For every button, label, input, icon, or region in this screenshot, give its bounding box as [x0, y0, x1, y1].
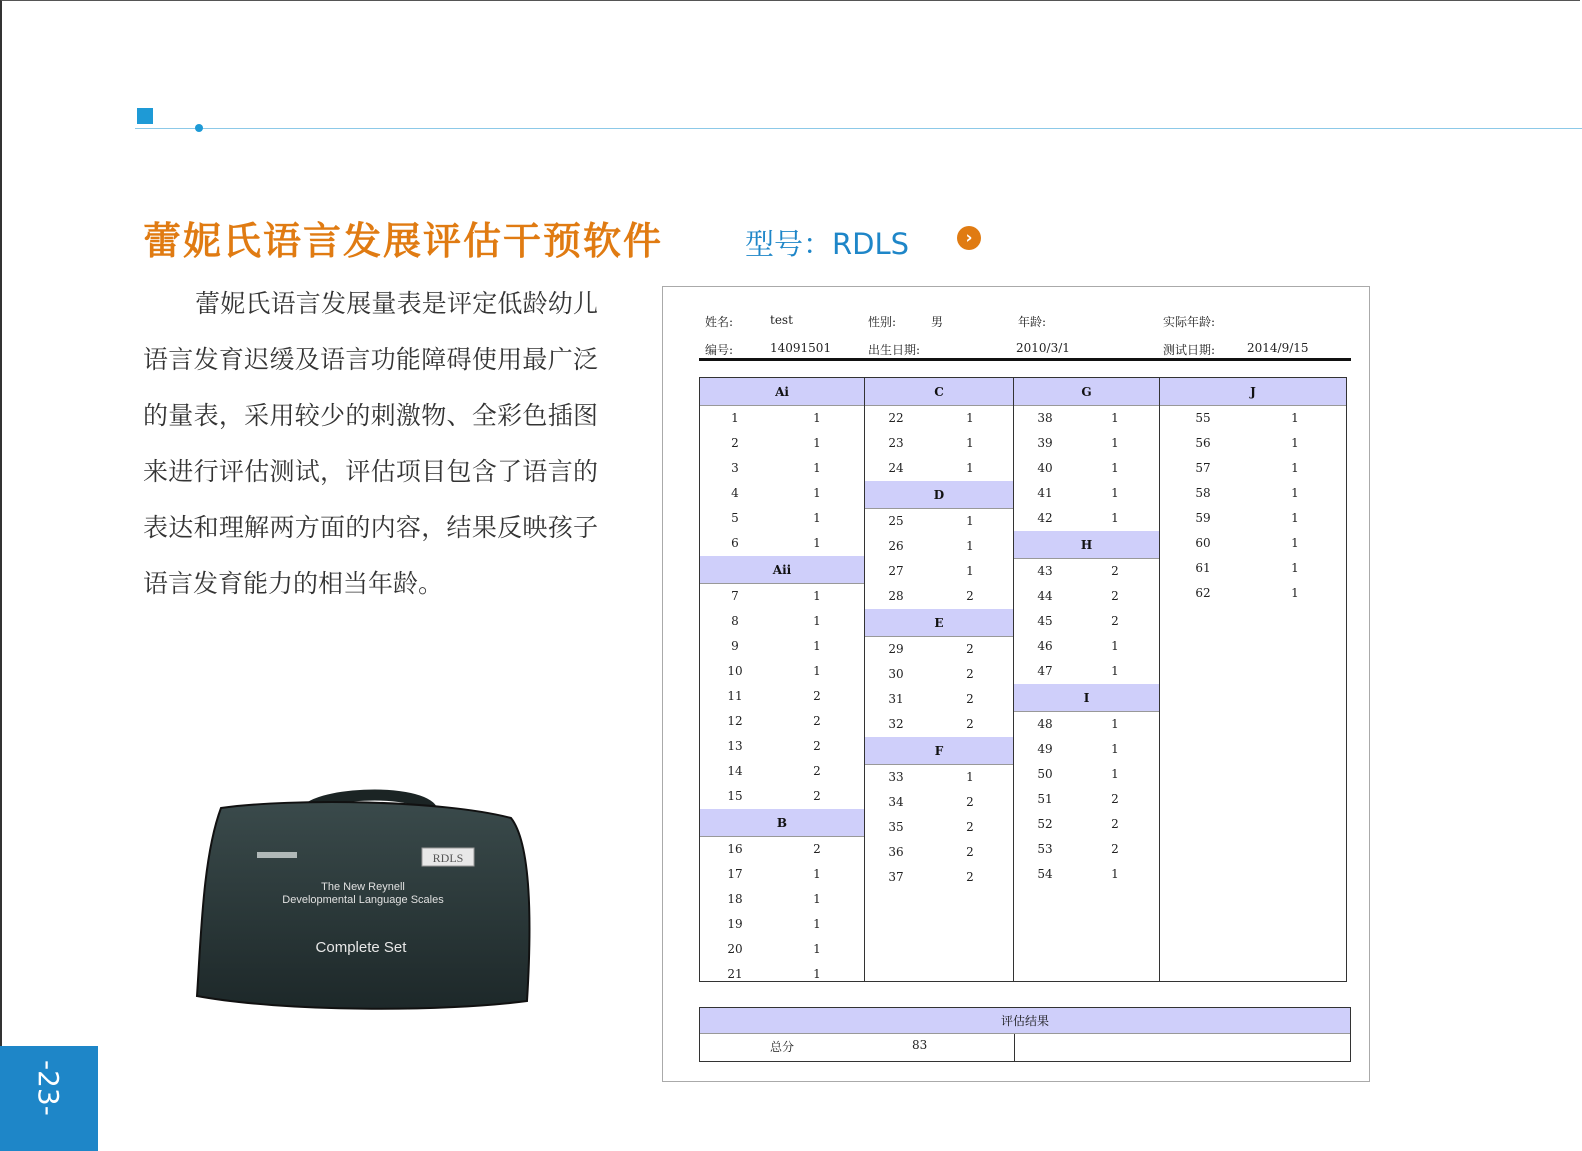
- total-value: 83: [912, 1038, 928, 1052]
- header-rule: [699, 358, 1351, 361]
- item-number: 18: [727, 892, 743, 906]
- item-number: 59: [1195, 511, 1211, 525]
- item-number: 46: [1037, 639, 1053, 653]
- item-score: 2: [1111, 817, 1119, 831]
- arrow-right-icon[interactable]: ›: [957, 226, 981, 250]
- item-number: 34: [888, 795, 904, 809]
- item-score: 2: [1111, 564, 1119, 578]
- product-title: 蕾妮氏语言发展评估干预软件: [143, 219, 664, 263]
- result-divider: [1014, 1034, 1015, 1061]
- item-score: 1: [813, 917, 821, 931]
- item-score: 1: [966, 514, 974, 528]
- item-score: 1: [1291, 561, 1299, 575]
- item-number: 13: [727, 739, 743, 753]
- section-header: C: [865, 378, 1013, 406]
- decor-dot: [195, 124, 203, 132]
- page-number: -23-: [32, 1060, 65, 1116]
- item-score: 1: [966, 564, 974, 578]
- item-number: 38: [1037, 411, 1053, 425]
- item-score: 2: [1111, 792, 1119, 806]
- score-grid: [699, 377, 1347, 982]
- item-score: 1: [813, 486, 821, 500]
- item-score: 1: [1291, 486, 1299, 500]
- section-header: E: [865, 609, 1013, 637]
- item-number: 43: [1037, 564, 1053, 578]
- item-number: 2: [731, 436, 739, 450]
- item-number: 58: [1195, 486, 1211, 500]
- item-number: 32: [888, 717, 904, 731]
- item-number: 56: [1195, 436, 1211, 450]
- item-number: 33: [888, 770, 904, 784]
- item-score: 1: [1111, 867, 1119, 881]
- product-description: 蕾妮氏语言发展量表是评定低龄幼儿语言发育迟缓及语言功能障碍使用最广泛的量表，采用较少的刺激物、全彩色插图来进行评估测试，评估项目包含了语言的表达和理解两方面的内容，结果反映孩子语言发育能力的相当年龄。: [143, 289, 598, 598]
- item-score: 2: [966, 692, 974, 706]
- item-score: 1: [966, 411, 974, 425]
- item-score: 2: [966, 589, 974, 603]
- item-score: 1: [813, 892, 821, 906]
- item-number: 11: [727, 689, 743, 703]
- name-label: 姓名:: [705, 315, 734, 329]
- item-number: 10: [727, 664, 743, 678]
- item-number: 57: [1195, 461, 1211, 475]
- total-label: 总分: [770, 1040, 795, 1054]
- item-number: 15: [727, 789, 743, 803]
- item-number: 25: [888, 514, 904, 528]
- item-score: 1: [1291, 411, 1299, 425]
- item-score: 1: [1111, 461, 1119, 475]
- item-score: 1: [813, 867, 821, 881]
- item-number: 1: [731, 411, 739, 425]
- section-header: G: [1014, 378, 1159, 406]
- item-number: 3: [731, 461, 739, 475]
- item-number: 39: [1037, 436, 1053, 450]
- item-score: 1: [1291, 536, 1299, 550]
- score-column: [700, 378, 865, 981]
- item-number: 28: [888, 589, 904, 603]
- item-number: 35: [888, 820, 904, 834]
- item-number: 49: [1037, 742, 1053, 756]
- item-score: 1: [813, 411, 821, 425]
- item-score: 2: [966, 870, 974, 884]
- item-score: 1: [813, 436, 821, 450]
- item-number: 48: [1037, 717, 1053, 731]
- item-score: 1: [813, 536, 821, 550]
- item-number: 7: [731, 589, 739, 603]
- item-score: 1: [1111, 717, 1119, 731]
- actual-age-label: 实际年龄:: [1163, 315, 1216, 329]
- item-score: 1: [1291, 436, 1299, 450]
- item-number: 27: [888, 564, 904, 578]
- item-score: 1: [1111, 436, 1119, 450]
- section-header: Aii: [700, 556, 864, 584]
- birth-value: 2010/3/1: [1016, 341, 1070, 355]
- section-header: I: [1014, 684, 1159, 712]
- product-model: 型号：RDLS: [745, 227, 910, 261]
- item-score: 2: [813, 689, 821, 703]
- item-score: 1: [1291, 461, 1299, 475]
- item-score: 1: [813, 664, 821, 678]
- bag-line-2: Developmental Language Scales: [282, 894, 444, 906]
- section-header: D: [865, 481, 1013, 509]
- item-score: 1: [966, 770, 974, 784]
- item-number: 19: [727, 917, 743, 931]
- item-number: 60: [1195, 536, 1211, 550]
- item-number: 36: [888, 845, 904, 859]
- decor-square: [137, 108, 153, 124]
- item-number: 45: [1037, 614, 1053, 628]
- item-number: 44: [1037, 589, 1053, 603]
- item-score: 1: [1291, 511, 1299, 525]
- item-number: 55: [1195, 411, 1211, 425]
- item-score: 1: [1111, 511, 1119, 525]
- item-number: 9: [731, 639, 739, 653]
- item-score: 1: [1111, 639, 1119, 653]
- item-score: 1: [813, 639, 821, 653]
- item-score: 1: [966, 539, 974, 553]
- item-number: 22: [888, 411, 904, 425]
- item-score: 1: [813, 461, 821, 475]
- item-score: 1: [813, 614, 821, 628]
- item-number: 30: [888, 667, 904, 681]
- item-number: 54: [1037, 867, 1053, 881]
- item-number: 26: [888, 539, 904, 553]
- result-title: 评估结果: [700, 1008, 1350, 1034]
- item-number: 5: [731, 511, 739, 525]
- item-number: 42: [1037, 511, 1053, 525]
- score-column: [1014, 378, 1160, 981]
- result-table: [699, 1007, 1351, 1062]
- id-label: 编号:: [705, 343, 734, 357]
- birth-label: 出生日期:: [868, 343, 921, 357]
- item-number: 23: [888, 436, 904, 450]
- item-score: 2: [813, 739, 821, 753]
- item-number: 12: [727, 714, 743, 728]
- item-number: 21: [727, 967, 743, 981]
- test-date-label: 测试日期:: [1163, 343, 1216, 357]
- item-number: 50: [1037, 767, 1053, 781]
- item-score: 2: [966, 642, 974, 656]
- item-score: 2: [966, 820, 974, 834]
- item-number: 29: [888, 642, 904, 656]
- bag-logo-text: RDLS: [432, 851, 464, 865]
- item-number: 53: [1037, 842, 1053, 856]
- item-score: 2: [966, 845, 974, 859]
- name-value: test: [770, 313, 793, 327]
- product-bag-image: [193, 786, 533, 1016]
- item-score: 2: [966, 667, 974, 681]
- bag-line-3: Complete Set: [315, 939, 407, 956]
- item-score: 2: [813, 789, 821, 803]
- section-header: Ai: [700, 378, 864, 406]
- item-number: 62: [1195, 586, 1211, 600]
- item-score: 1: [1111, 767, 1119, 781]
- item-score: 2: [966, 717, 974, 731]
- section-header: F: [865, 737, 1013, 765]
- gender-value: 男: [931, 315, 944, 329]
- bag-line-1: The New Reynell: [321, 881, 405, 893]
- item-score: 1: [966, 436, 974, 450]
- item-number: 6: [731, 536, 739, 550]
- item-number: 37: [888, 870, 904, 884]
- item-score: 2: [1111, 842, 1119, 856]
- gender-label: 性别:: [868, 315, 897, 329]
- section-header: B: [700, 809, 864, 837]
- assessment-report: [662, 286, 1370, 1082]
- item-number: 51: [1037, 792, 1053, 806]
- item-score: 2: [1111, 614, 1119, 628]
- item-score: 2: [813, 842, 821, 856]
- item-score: 1: [1111, 486, 1119, 500]
- item-number: 24: [888, 461, 904, 475]
- section-header: J: [1160, 378, 1346, 406]
- item-score: 2: [813, 764, 821, 778]
- item-number: 40: [1037, 461, 1053, 475]
- item-score: 2: [813, 714, 821, 728]
- item-score: 1: [1111, 664, 1119, 678]
- item-score: 1: [813, 589, 821, 603]
- item-number: 20: [727, 942, 743, 956]
- test-date-value: 2014/9/15: [1247, 341, 1309, 355]
- item-score: 2: [966, 795, 974, 809]
- item-number: 47: [1037, 664, 1053, 678]
- item-number: 61: [1195, 561, 1211, 575]
- item-number: 52: [1037, 817, 1053, 831]
- item-number: 16: [727, 842, 743, 856]
- item-number: 31: [888, 692, 904, 706]
- item-number: 8: [731, 614, 739, 628]
- score-column: [1160, 378, 1346, 981]
- item-score: 1: [1111, 742, 1119, 756]
- item-score: 1: [1291, 586, 1299, 600]
- score-column: [865, 378, 1014, 981]
- item-score: 1: [966, 461, 974, 475]
- item-score: 1: [813, 942, 821, 956]
- age-label: 年龄:: [1018, 315, 1047, 329]
- item-number: 41: [1037, 486, 1053, 500]
- item-score: 1: [1111, 411, 1119, 425]
- section-header: H: [1014, 531, 1159, 559]
- id-value: 14091501: [770, 341, 832, 355]
- item-number: 14: [727, 764, 743, 778]
- decor-line: [135, 128, 1582, 129]
- item-score: 1: [813, 511, 821, 525]
- item-number: 4: [731, 486, 739, 500]
- item-score: 1: [813, 967, 821, 981]
- item-number: 17: [727, 867, 743, 881]
- item-score: 2: [1111, 589, 1119, 603]
